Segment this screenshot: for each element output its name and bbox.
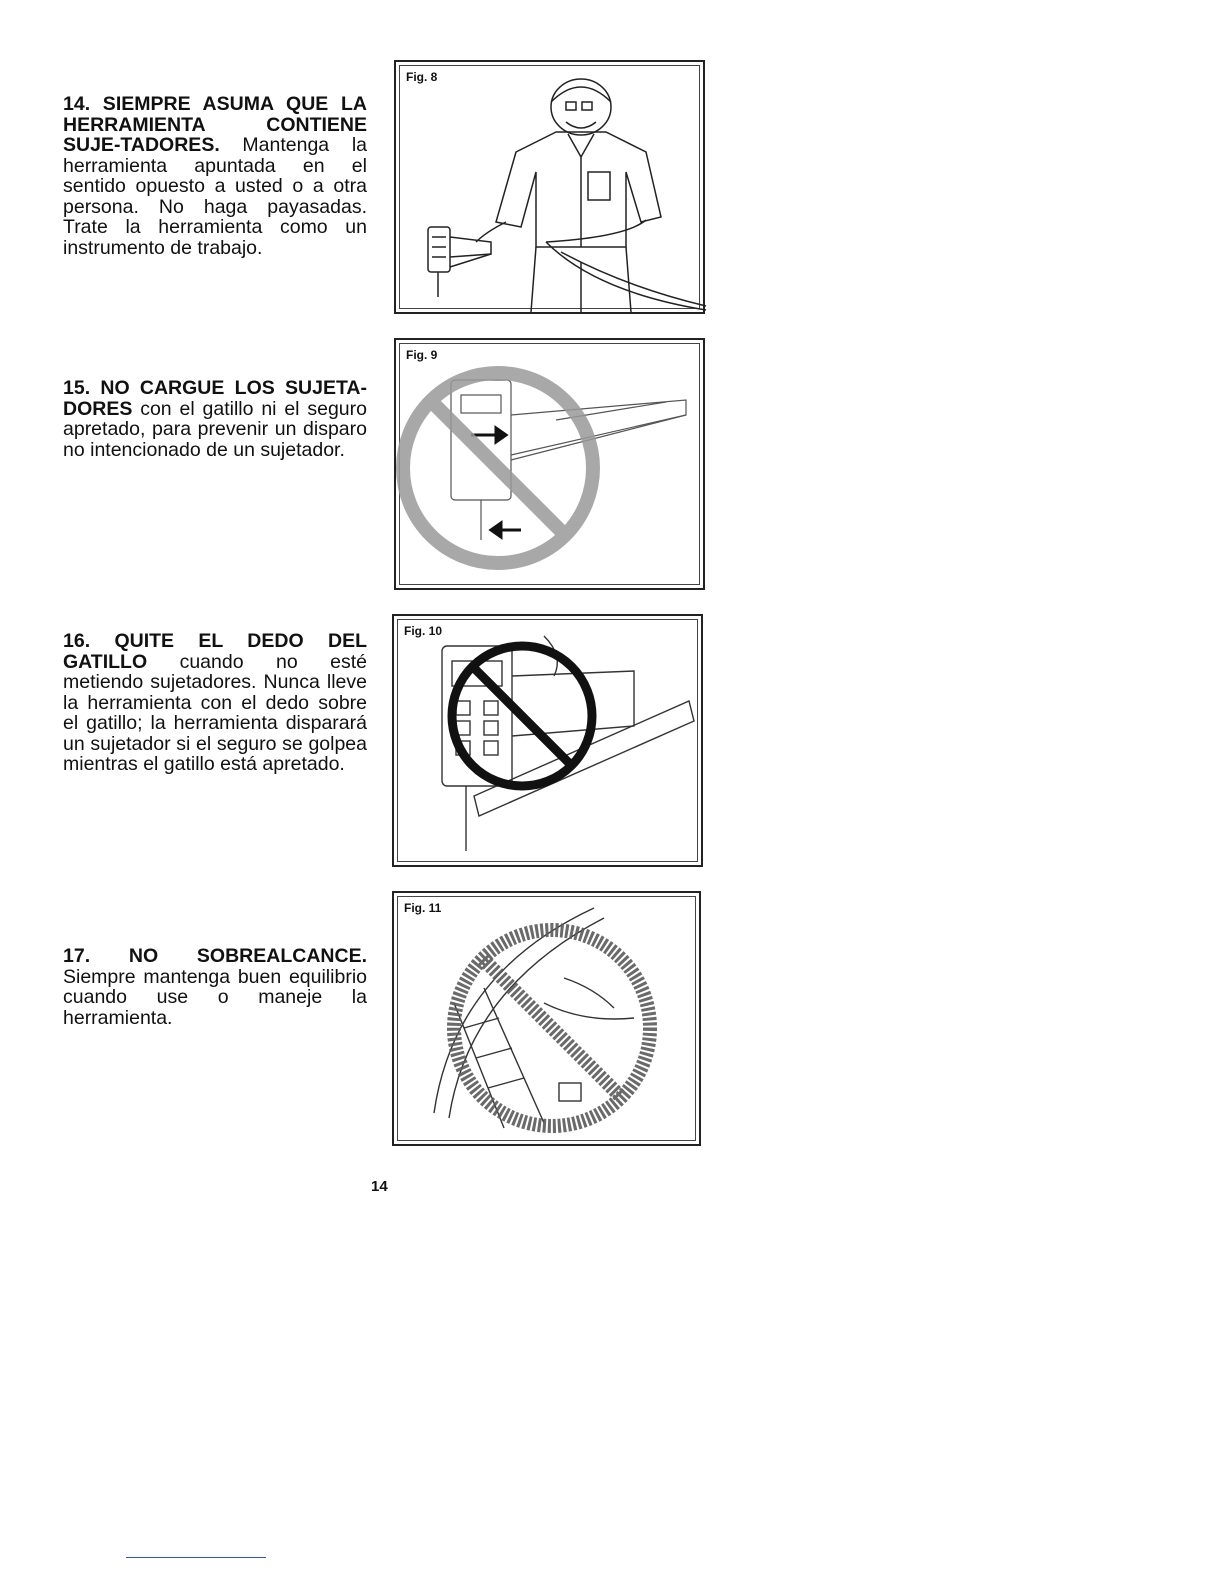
safety-item-17 [63, 946, 367, 1028]
figure-label: Fig. 10 [404, 624, 443, 638]
item-heading: 14. SIEMPRE ASUMA QUE LA HERRAMIENTA CONTIENE SUJE-TADORES. [63, 93, 367, 156]
worker-holding-nailer-illustration [396, 62, 707, 316]
figure-9 [394, 338, 705, 590]
safety-item-16 [63, 631, 367, 775]
figure-label: Fig. 8 [406, 70, 438, 84]
safety-item-14 [63, 94, 367, 258]
figure-10 [392, 614, 703, 867]
loading-nails-prohibited-illustration [396, 340, 707, 592]
item-heading: 15. NO CARGUE LOS SUJETA-DORES [63, 377, 367, 420]
item-heading: 17. NO SOBREALCANCE. [63, 945, 367, 967]
item-body: Mantenga la herramienta apuntada en el sentido opuesto a usted o a otra persona. No haga payasadas. Trate la herramienta como un instrumento de trabajo. [63, 134, 367, 259]
finger-on-trigger-prohibited-illustration [394, 616, 705, 869]
item-body: Siempre mantenga buen equilibrio cuando use o maneje la herramienta. [63, 965, 367, 1029]
safety-item-15 [63, 378, 367, 460]
overreaching-on-ladder-prohibited-illustration [394, 893, 703, 1148]
bottom-rule [126, 1557, 266, 1558]
figure-label: Fig. 11 [404, 901, 442, 915]
page-number: 14 [371, 1178, 388, 1195]
item-heading: 16. QUITE EL DEDO DEL GATILLO [63, 630, 367, 673]
figure-11 [392, 891, 701, 1146]
item-body: con el gatillo ni el seguro apretado, para prevenir un disparo no intencionado de un sujetador. [63, 397, 367, 461]
item-body: cuando no esté metiendo sujetadores. Nunca lleve la herramienta con el dedo sobre el gatillo; la herramienta disparará un sujetador si el seguro se golpea mientras el gatillo está apretado. [63, 650, 367, 775]
figure-label: Fig. 9 [406, 348, 438, 362]
figure-8 [394, 60, 705, 314]
